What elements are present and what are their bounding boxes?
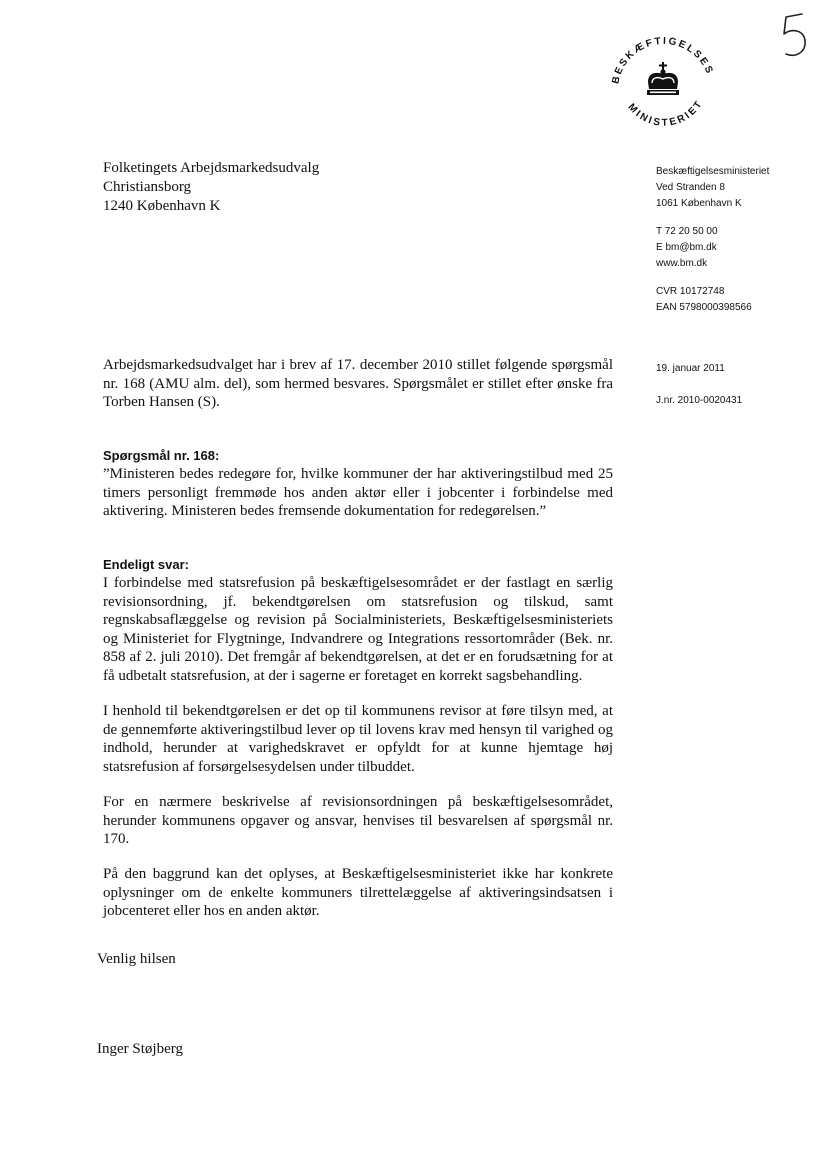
crown-icon <box>647 62 679 95</box>
sender-street: Ved Stranden 8 <box>656 182 725 193</box>
question-text: ”Ministeren bedes redegøre for, hvilke kommuner der har aktiveringstilbud med 25 timers personligt fremmøde hos anden aktør eller i jobcenter i forbindelse med aktivering. Ministeren bedes fremsende dokumentation for redegørelsen.” <box>103 466 613 519</box>
question-section <box>103 447 613 521</box>
question-heading: Spørgsmål nr. 168: <box>103 448 220 463</box>
sender-name: Beskæftigelsesministeriet <box>656 166 770 177</box>
answer-section-3 <box>103 793 613 849</box>
intro-paragraph: Arbejdsmarkedsudvalget har i brev af 17. december 2010 stillet følgende spørgsmål nr. 168 (AMU alm. del), som hermed besvares. Spørgsmålet er stillet efter ønske fra Torben Hansen (S). <box>103 357 613 410</box>
recipient-line: Folketingets Arbejdsmarkedsudvalg <box>103 160 320 176</box>
svg-text:MINISTERIET: MINISTERIET <box>625 97 706 129</box>
recipient-line: 1240 København K <box>103 198 221 214</box>
answer-heading: Endeligt svar: <box>103 557 189 572</box>
answer-paragraph: I forbindelse med statsrefusion på beskæftigelsesområdet er der fastlagt en særlig revisionsordning, jf. bekendtgørelsen om statsrefusion og tilskud, samt regnskabsaflæggelse og revision på Socialministeriets, Beskæftigelsesministeriets og Ministeriet for Flygtninge, Indvandrere og Integrations ressortområder (Bek. nr. 858 af 2. juli 2010). Det fremgår af bekendtgørelsen, at det er en forudsætning for at få udbetalt statsrefusion, at der i sagerne er foretaget en korrekt sagsbehandling. <box>103 575 613 684</box>
sender-info <box>656 164 769 316</box>
sender-ean: EAN 5798000398566 <box>656 302 752 313</box>
recipient-address <box>103 159 319 216</box>
ministry-seal-logo <box>602 28 726 138</box>
answer-paragraph: For en nærmere beskrivelse af revisionsordningen på beskæftigelsesområdet, herunder kommunens opgaver og ansvar, henvises til besvarelsen af spørgsmål nr. 170. <box>103 794 613 847</box>
sender-web: www.bm.dk <box>656 258 708 269</box>
sender-city: 1061 København K <box>656 198 742 209</box>
sender-phone: T 72 20 50 00 <box>656 226 718 237</box>
intro-section <box>103 356 613 412</box>
recipient-line: Christiansborg <box>103 179 192 195</box>
signatory-name: Inger Støjberg <box>97 1041 183 1057</box>
handwritten-page-number <box>772 8 812 64</box>
sender-cvr: CVR 10172748 <box>656 286 725 297</box>
answer-section-4 <box>103 865 613 921</box>
answer-section <box>103 556 613 685</box>
answer-paragraph: På den baggrund kan det oplyses, at Beskæftigelsesministeriet ikke har konkrete oplysninger om de enkelte kommuners tilrettelæggelse af aktiveringsindsatsen i jobcenteret eller hos en anden aktør. <box>103 866 613 919</box>
closing-greeting: Venlig hilsen <box>97 951 176 967</box>
svg-text:BESKÆFTIGELSES: BESKÆFTIGELSES <box>610 35 716 85</box>
answer-paragraph: I henhold til bekendtgørelsen er det op til kommunens revisor at føre tilsyn med, at de gennemførte aktiveringstilbud lever op til lovens krav med hensyn til varighed og indhold, herunder at varighedskravet er opfyldt for at kunne hjemtage høj statsrefusion af forsørgelsesydelsen under tilbuddet. <box>103 703 613 775</box>
answer-section-2 <box>103 702 613 776</box>
sender-email: E bm@bm.dk <box>656 242 717 253</box>
journal-number: J.nr. 2010-0020431 <box>656 395 743 406</box>
letter-date: 19. januar 2011 <box>656 363 725 374</box>
